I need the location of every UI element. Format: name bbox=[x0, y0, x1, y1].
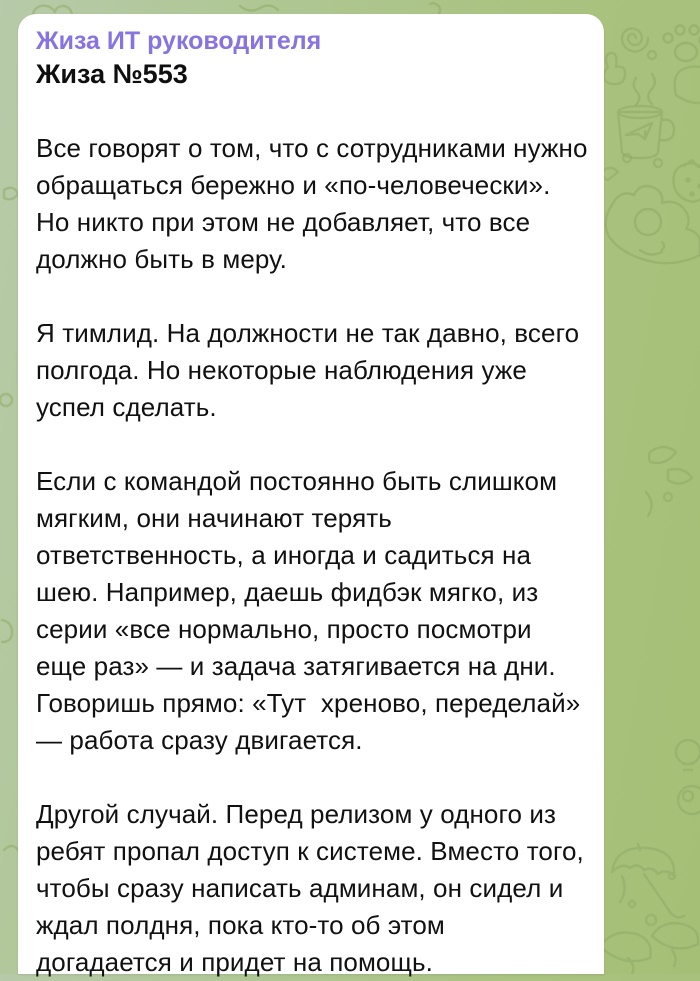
doodle-bone-icon bbox=[603, 168, 618, 180]
message-paragraph: Все говорят о том, что с сотрудниками нужно обращаться бережно и «по-человечески». Но никто при этом не добавляет, что все должно быть в меру. bbox=[36, 130, 588, 278]
channel-name-link[interactable]: Жиза ИТ руководителя bbox=[36, 26, 588, 56]
message-bubble[interactable] bbox=[18, 14, 604, 974]
doodle-spiral-icon bbox=[622, 28, 648, 51]
doodle-steam-icon bbox=[634, 74, 655, 105]
doodle-bunny-icon bbox=[604, 53, 625, 84]
doodle-mug-with-paper-plane-icon bbox=[618, 106, 674, 158]
doodle-eight-ball-icon bbox=[678, 786, 700, 814]
doodle-plants-icon bbox=[600, 923, 698, 974]
message-title: Жиза №553 bbox=[36, 56, 588, 93]
doodle-paw-print-icon bbox=[664, 26, 700, 62]
doodle-strawberry-icon bbox=[674, 160, 700, 202]
message-paragraph: Я тимлид. На должности не так давно, всего полгода. Но некоторые наблюдения уже успел сделать. bbox=[36, 315, 588, 426]
doodle-circle-dots-icon bbox=[623, 51, 672, 925]
doodle-sleeping-dog-icon bbox=[606, 186, 700, 263]
message-paragraph: Другой случай. Перед релизом у одного из ребят пропал доступ к системе. Вместо того, чтобы сразу написать админам, он сидел и ждал полдня, пока кто-то об этом догадается и придет на помощь. bbox=[36, 796, 588, 981]
doodle-lightbulb-icon bbox=[676, 740, 700, 770]
doodle-cat-loaf-icon bbox=[675, 67, 700, 104]
doodle-left-strip-icons bbox=[0, 188, 18, 850]
doodle-umbrella-icon bbox=[612, 844, 684, 917]
doodle-leaf-flower-icon bbox=[646, 447, 692, 516]
message-paragraph: Если с командой постоянно быть слишком мягким, они начинают терять ответственность, а иногда и садиться на шею. Например, даешь фидбэк мягко, из серии «все нормально, просто посмотри еще раз» — и задача затягивается на дни. Говоришь прямо: «Тут хреново, переделай» — работа сразу двигается. bbox=[36, 463, 588, 759]
